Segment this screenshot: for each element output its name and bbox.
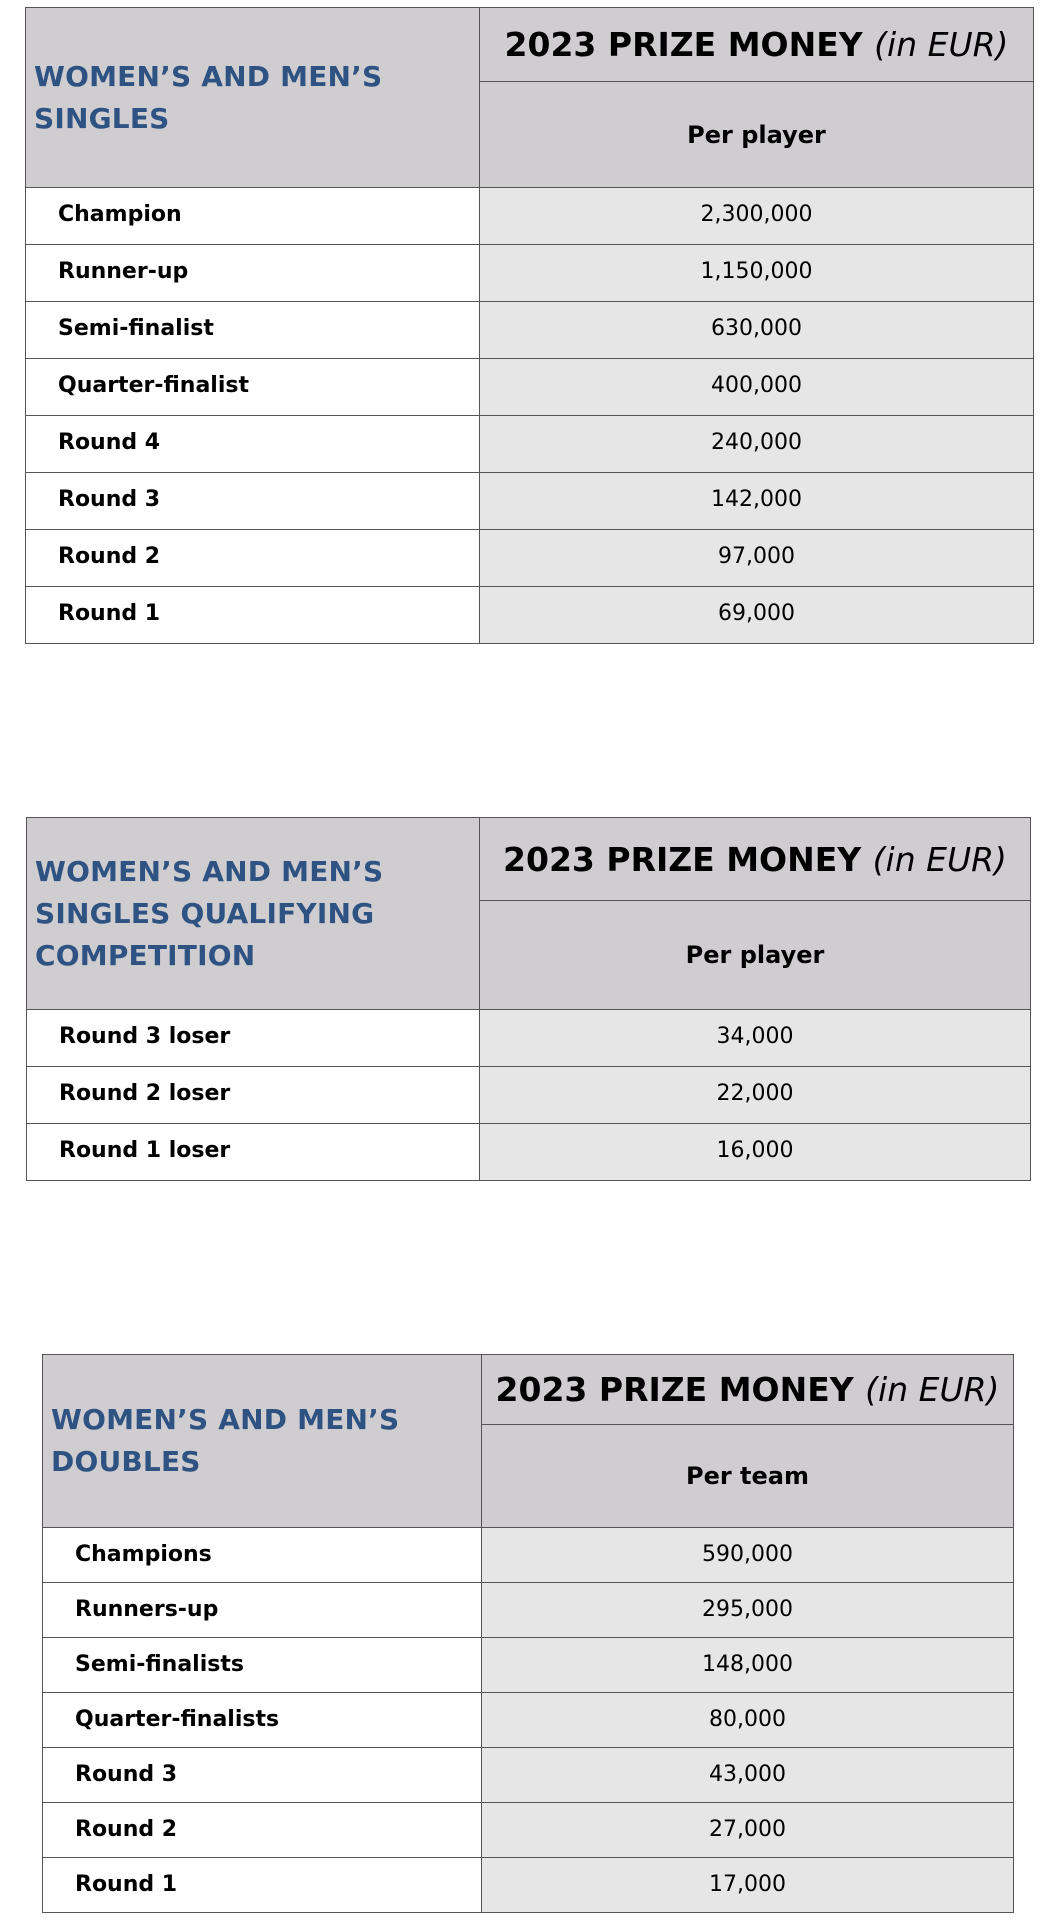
round-label: Champions xyxy=(43,1528,482,1583)
prize-money-title-unit: (in EUR) xyxy=(874,25,1009,65)
prize-value: 27,000 xyxy=(482,1803,1014,1858)
prize-value: 590,000 xyxy=(482,1528,1014,1583)
table-heading-line: WOMEN’S AND MEN’S xyxy=(51,1403,400,1436)
prize-money-title-main: 2023 PRIZE MONEY xyxy=(504,25,863,65)
table-heading xyxy=(43,1355,482,1528)
table-row xyxy=(26,302,1034,359)
table-row xyxy=(26,530,1034,587)
prize-value: 80,000 xyxy=(482,1693,1014,1748)
prize-value: 69,000 xyxy=(480,587,1034,644)
round-label: Quarter-finalists xyxy=(43,1693,482,1748)
prize-money-title-unit: (in EUR) xyxy=(865,1370,1000,1410)
prize-value: 630,000 xyxy=(480,302,1034,359)
qualifying-prize-table xyxy=(26,817,1031,1181)
prize-value: 400,000 xyxy=(480,359,1034,416)
round-label: Round 3 loser xyxy=(27,1010,480,1067)
prize-value: 295,000 xyxy=(482,1583,1014,1638)
prize-money-title xyxy=(480,8,1034,82)
table-heading-line: SINGLES QUALIFYING xyxy=(35,896,375,930)
round-label: Semi-finalist xyxy=(26,302,480,359)
prize-value: 16,000 xyxy=(480,1124,1031,1181)
round-label: Round 1 xyxy=(26,587,480,644)
round-label: Round 2 xyxy=(26,530,480,587)
table-row xyxy=(27,1067,1031,1124)
round-label: Round 2 loser xyxy=(27,1067,480,1124)
prize-value: 1,150,000 xyxy=(480,245,1034,302)
table-row xyxy=(26,473,1034,530)
prize-value: 17,000 xyxy=(482,1858,1014,1913)
table-row xyxy=(26,188,1034,245)
table-row xyxy=(26,245,1034,302)
table-row xyxy=(43,1693,1014,1748)
table-row xyxy=(26,416,1034,473)
table-row xyxy=(43,1638,1014,1693)
prize-value: 240,000 xyxy=(480,416,1034,473)
round-label: Round 3 xyxy=(26,473,480,530)
table-row xyxy=(43,1803,1014,1858)
singles-prize-table xyxy=(25,7,1034,644)
round-label: Round 3 xyxy=(43,1748,482,1803)
table-row xyxy=(27,1124,1031,1181)
round-label: Runners-up xyxy=(43,1583,482,1638)
table-row xyxy=(26,587,1034,644)
prize-value: 97,000 xyxy=(480,530,1034,587)
doubles-prize-table xyxy=(42,1354,1014,1913)
table-row xyxy=(26,359,1034,416)
prize-value: 43,000 xyxy=(482,1748,1014,1803)
prize-value: 2,300,000 xyxy=(480,188,1034,245)
table-row xyxy=(27,1010,1031,1067)
round-label: Quarter-finalist xyxy=(26,359,480,416)
table-heading-line: COMPETITION xyxy=(35,938,256,972)
prize-money-title xyxy=(482,1355,1014,1425)
round-label: Round 2 xyxy=(43,1803,482,1858)
table-row xyxy=(43,1748,1014,1803)
column-subheading: Per team xyxy=(482,1425,1014,1528)
prize-value: 148,000 xyxy=(482,1638,1014,1693)
table-heading-line: DOUBLES xyxy=(51,1445,201,1478)
table-row xyxy=(43,1528,1014,1583)
prize-money-title-main: 2023 PRIZE MONEY xyxy=(503,839,862,879)
prize-value: 142,000 xyxy=(480,473,1034,530)
prize-money-title-unit: (in EUR) xyxy=(872,839,1007,879)
prize-value: 34,000 xyxy=(480,1010,1031,1067)
table-heading-line: SINGLES xyxy=(34,101,170,135)
round-label: Runner-up xyxy=(26,245,480,302)
prize-value: 22,000 xyxy=(480,1067,1031,1124)
round-label: Round 1 xyxy=(43,1858,482,1913)
table-row xyxy=(43,1583,1014,1638)
prize-money-title xyxy=(480,818,1031,901)
round-label: Champion xyxy=(26,188,480,245)
table-row xyxy=(43,1858,1014,1913)
column-subheading: Per player xyxy=(480,82,1034,188)
round-label: Semi-finalists xyxy=(43,1638,482,1693)
round-label: Round 1 loser xyxy=(27,1124,480,1181)
table-heading xyxy=(27,818,480,1010)
round-label: Round 4 xyxy=(26,416,480,473)
table-heading-line: WOMEN’S AND MEN’S xyxy=(34,59,383,93)
table-heading xyxy=(26,8,480,188)
table-heading-line: WOMEN’S AND MEN’S xyxy=(35,854,384,888)
column-subheading: Per player xyxy=(480,901,1031,1010)
prize-money-title-main: 2023 PRIZE MONEY xyxy=(495,1370,854,1410)
